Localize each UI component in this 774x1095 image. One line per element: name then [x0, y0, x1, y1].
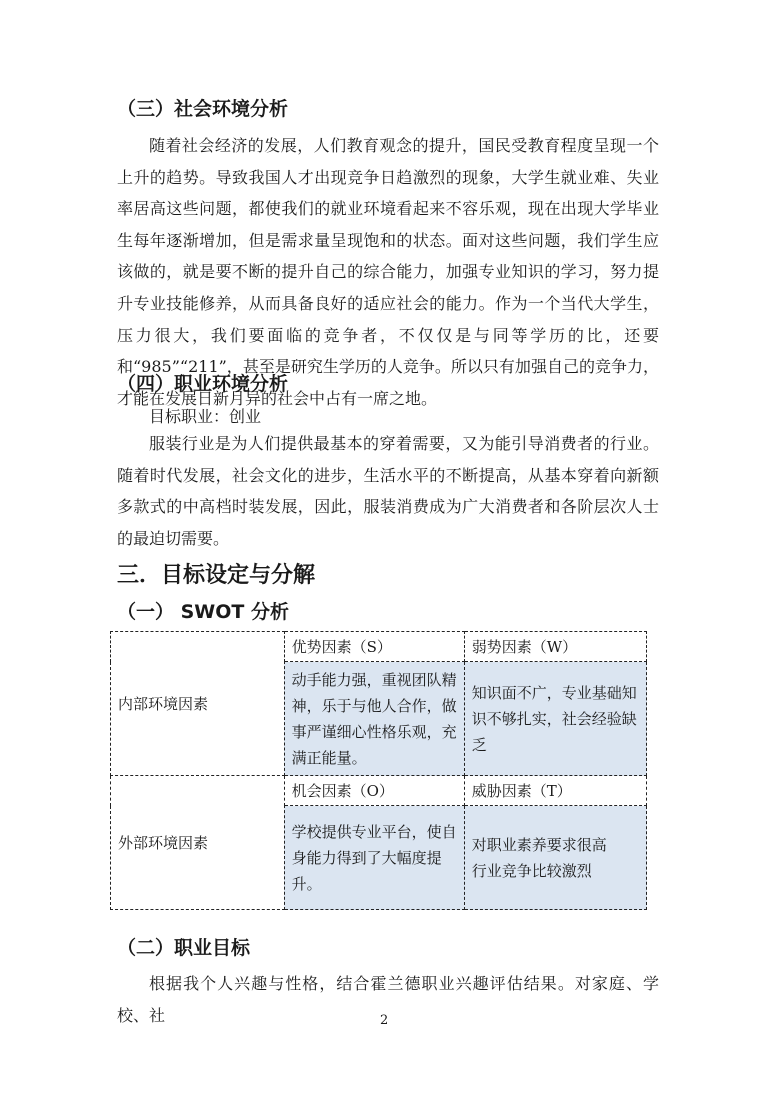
chapter-title-goal-setting: 三．目标设定与分解	[117, 563, 316, 588]
section-title-swot: （一） SWOT 分析	[117, 601, 289, 623]
threat-text	[464, 806, 646, 910]
threat-header: 威胁因素（T）	[464, 776, 646, 806]
internal-factors-label: 内部环境因素	[111, 632, 285, 776]
page-number: 2	[380, 1013, 389, 1028]
swot-row-internal-head	[111, 632, 647, 662]
swot-table	[110, 631, 647, 910]
external-factors-label: 外部环境因素	[111, 776, 285, 910]
section-title-career-goal: （二）职业目标	[117, 937, 251, 959]
strength-text: 动手能力强，重视团队精神，乐于与他人合作，做事严谨细心性格乐观，充满正能量。	[284, 662, 464, 776]
weakness-text: 知识面不广，专业基础知识不够扎实，社会经验缺乏	[464, 662, 646, 776]
threat-text-line-2: 行业竞争比较激烈	[471, 861, 592, 880]
paragraph-career-goal: 根据我个人兴趣与性格，结合霍兰德职业兴趣评估结果。对家庭、学校、社	[117, 974, 659, 1025]
paragraph-career-environment: 服装行业是为人们提供最基本的穿着需要，又为能引导消费者的行业。随着时代发展，社会文化的进步，生活水平的不断提高，从基本穿着向新额多款式的中高档时装发展，因此，服装消费成为广大消费者和各阶层次人士的最迫切需要。	[117, 434, 659, 548]
opportunity-text: 学校提供专业平台，使自身能力得到了大幅度提升。	[284, 806, 464, 910]
weakness-header: 弱势因素（W）	[464, 632, 646, 662]
opportunity-header: 机会因素（O）	[284, 776, 464, 806]
swot-row-external-head	[111, 776, 647, 806]
strength-header: 优势因素（S）	[284, 632, 464, 662]
target-career-line: 目标职业：创业	[149, 407, 262, 426]
section-title-career-environment: （四）职业环境分析	[117, 373, 289, 395]
threat-text-line-1: 对职业素养要求很高	[471, 835, 607, 854]
section-title-social-environment: （三）社会环境分析	[117, 98, 289, 120]
paragraph-social-environment: 随着社会经济的发展，人们教育观念的提升，国民受教育程度呈现一个上升的趋势。导致我国人才出现竞争日趋激烈的现象，大学生就业难、失业率居高这些问题，都使我们的就业环境看起来不容乐观，现在出现大学毕业生每年逐渐增加，但是需求量呈现饱和的状态。面对这些问题，我们学生应该做的，就是要不断的提升自己的综合能力，加强专业知识的学习，努力提升专业技能修养，从而具备良好的适应社会的能力。作为一个当代大学生，压力很大，我们要面临的竞争者，不仅仅是与同等学历的比，还要和“985”“211”，甚至是研究生学历的人竞争。所以只有加强自己的竞争力，才能在发展日新月异的社会中占有一席之地。	[117, 136, 659, 408]
